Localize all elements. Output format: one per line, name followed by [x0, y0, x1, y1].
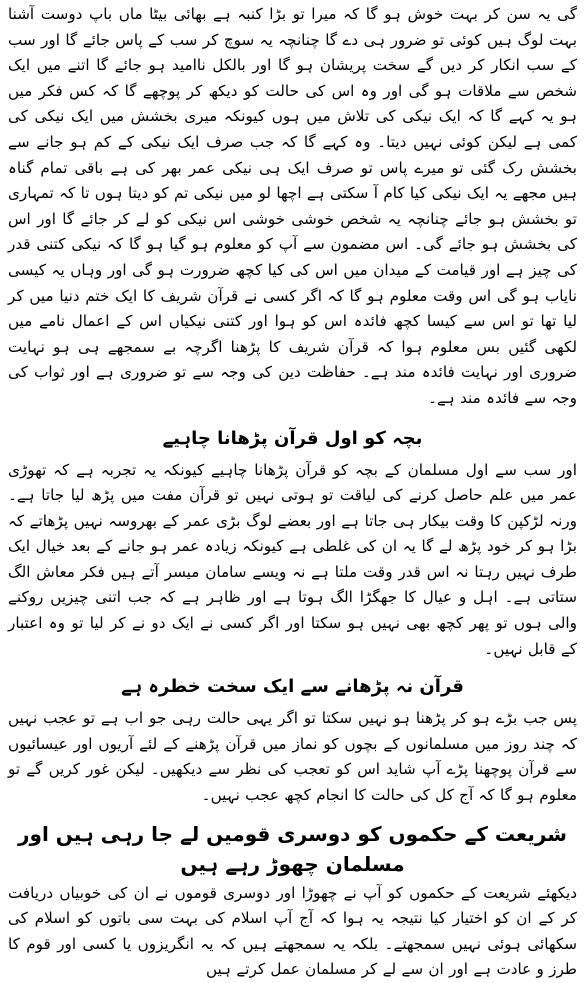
paragraph-danger: پس جب بڑے ہو کر پڑھنا ہو نہیں سکتا تو اگر یہی حالت رہی جو اب ہے تو عجب نہیں کہ چند روز میں مسلمانوں کے بچوں کو نماز میں قرآن پڑھنے کے لئے آریوں اور عیسائیوں سے قرآن پوچھنا پڑے آپ شاید اس کو تعجب کی نظر سے دیکھیں۔ لیکن غور کریں گے تو معلوم ہو گا کہ آج کل کی حالت کا انجام کچھ عجب نہیں۔: [8, 709, 577, 805]
paragraph-intro: گی یہ سن کر بہت خوش ہو گا کہ میرا تو بڑا کنبہ ہے بھائی بیٹا ماں باپ دوست آشنا بہت لوگ ہیں کوئی تو ضرور ہی دے گا چنانچہ یہ سوچ کر سب کے پاس جائے گا اور سب کے سب انکار کر دیں گے سخت پریشان ہو گا اور بالکل ناامید ہو جائے گا اتنے میں ایک شخص سے ملاقات ہو گی اور وہ اس کی حالت کو دیکھ کر پوچھے گا کہ کس فکر میں ہو یہ کہے گا کہ ایک نیکی کی تلاش میں ہوں کیونکہ میری بخشش میں ایک نیکی کی کمی ہے لیکن کوئی نہیں دیتا۔ وہ کہے گا کہ جب صرف ایک نیکی کے کم ہو جانے سے بخشش رک گئی تو میرے پاس تو صرف ایک ہی نیکی عمر بھر کی ہے باقی تمام گناہ ہیں مجھے یہ ایک نیکی کیا کام آ سکتی ہے اچھا لو میں نیکی تم کو دیتا ہوں تا کہ تمہاری تو بخشش ہو جائے چنانچہ یہ شخص خوشی خوشی اس نیکی کو لے کر جائے گا اور اس کی بخشش ہو جائے گی۔ اس مضمون سے آپ کو معلوم ہو گیا ہو گا کہ نیکی کتنی قدر کی چیز ہے اور قیامت کے میدان میں اس کی کیا کچھ ضرورت ہو گی اور وہاں یہ کیسی نایاب ہو گی اس وقت معلوم ہو گا کہ اگر کسی نے قرآن شریف کا ایک ختم دنیا میں کر لیا تھا تو اس سے کیسا کچھ فائدہ اس کو ہوا اور کتنی نیکیاں اس کے اعمال نامے میں لکھی گئیں بس معلوم ہوا کہ قرآن شریف کا پڑھنا اگرچہ بے سمجھے ہی ہو نہایت ضروری اور نہایت فائدہ مند ہے۔ حفاظت دین کی وجہ سے تو ضروری ہے اور ثواب کی وجہ سے فائدہ مند ہے۔: [8, 5, 577, 407]
section-heading-shariah: شریعت کے حکموں کو دوسری قومیں لے جا رہی ہیں اور مسلمان چھوڑ رہے ہیں: [18, 821, 567, 876]
paragraph-shariah: دیکھئے شریعت کے حکموں کو آپ نے چھوڑا اور دوسری قوموں نے ان کی خوبیاں دریافت کر کے ان کو اختیار کیا نتیجہ یہ ہوا کہ آج آپ اسلام کی بہت سی باتوں کو اسلام کی سکھائی ہوئی نہیں سمجھتے۔ بلکہ یہ سمجھتے ہیں کہ یہ انگریزوں یا کسی اور قوم کا طرز و عادت ہے اور ان سے لے کر مسلمان عمل کرتے ہیں: [8, 883, 577, 979]
section-heading-danger: قرآن نہ پڑھانے سے ایک سخت خطرہ ہے: [121, 676, 464, 698]
section-heading-quran-first: بچہ کو اول قرآن پڑھانا چاہیے: [162, 427, 423, 449]
paragraph-quran-first: اور سب سے اول مسلمان کے بچہ کو قرآن پڑھانا چاہیے کیونکہ یہ تجربہ ہے کہ تھوڑی عمر میں علم حاصل کرنے کی لیاقت تو ہوتی نہیں تو قرآن مفت میں پڑھ لیا جاتا ہے۔ ورنہ لڑکپن کا وقت بیکار ہی جاتا ہے اور بعضے لوگ بڑی عمر کے بھروسہ نہیں پڑھاتے کہ بڑا ہو کر خود پڑھ لے گا یہ ان کی غلطی ہے کیونکہ زیادہ عمر ہو جانے کے بعد خیال ایک طرف نہیں رہتا نہ اس قدر وقت ملتا ہے نہ ویسے سامان میسر آتے ہیں فکر معاش الگ ستاتی ہے۔ اہل و عیال کا جھگڑا الگ ہوتا ہے اور ظاہر ہے کہ جب اتنی چیزیں روکنے والی ہوں تو پھر کچھ بھی نہیں ہو سکتا اور اگر کسی نے ایک دو نے کر لیا تو وہ اعتبار کے قابل نہیں۔: [8, 460, 577, 658]
